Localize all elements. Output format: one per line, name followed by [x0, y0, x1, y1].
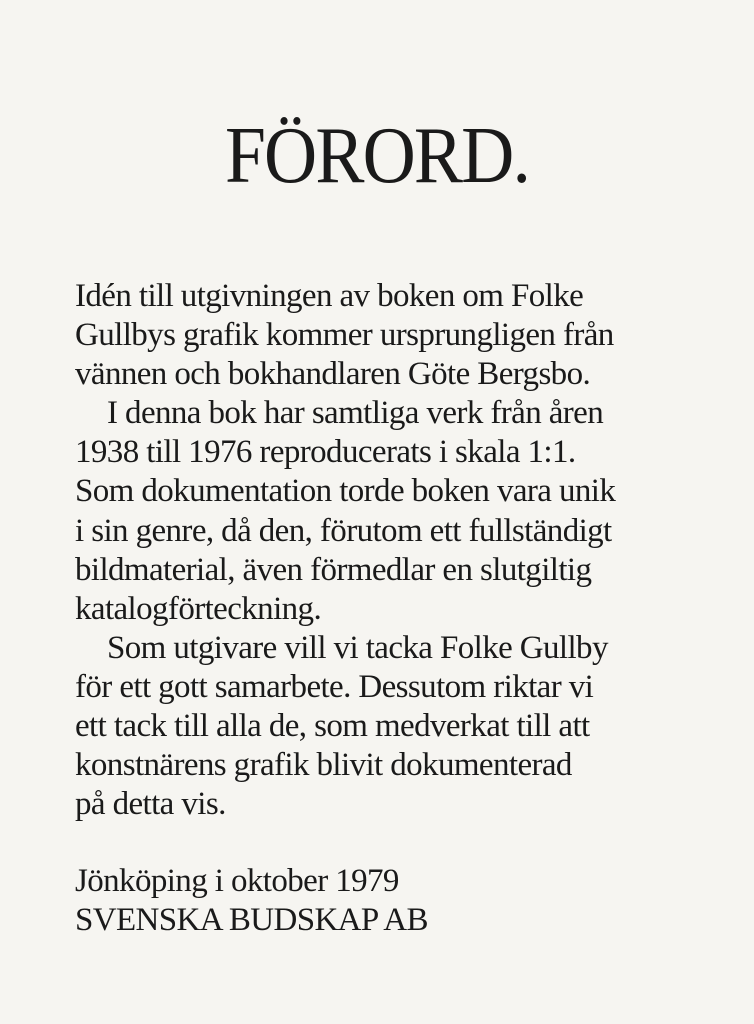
text-line: Gullbys grafik kommer ursprungligen från — [75, 317, 614, 354]
publisher-name: SVENSKA BUDSKAP AB — [75, 902, 428, 938]
text-line: Som dokumentation torde boken vara unik — [75, 473, 616, 510]
text-line: i sin genre, då den, förutom ett fullständigt — [75, 512, 612, 549]
page-title: FÖRORD. — [224, 112, 530, 200]
preface-body — [75, 277, 715, 824]
text-line: bildmaterial, även förmedlar en slutgiltig — [75, 551, 592, 588]
signature-block — [75, 862, 428, 940]
text-line: ett tack till alla de, som medverkat till att — [75, 708, 590, 745]
text-line: konstnärens grafik blivit dokumenterad — [75, 747, 572, 784]
text-line: för ett gott samarbete. Dessutom riktar vi — [75, 668, 594, 705]
text-line: 1938 till 1976 reproducerats i skala 1:1. — [75, 434, 576, 471]
place-date: Jönköping i oktober 1979 — [75, 863, 399, 899]
text-line: vännen och bokhandlaren Göte Bergsbo. — [75, 356, 591, 393]
text-line: på detta vis. — [75, 786, 226, 823]
text-line: katalogförteckning. — [75, 590, 322, 627]
text-line: I denna bok har samtliga verk från åren — [107, 395, 604, 432]
text-line: Som utgivare vill vi tacka Folke Gullby — [107, 629, 608, 666]
text-line: Idén till utgivningen av boken om Folke — [75, 278, 584, 314]
